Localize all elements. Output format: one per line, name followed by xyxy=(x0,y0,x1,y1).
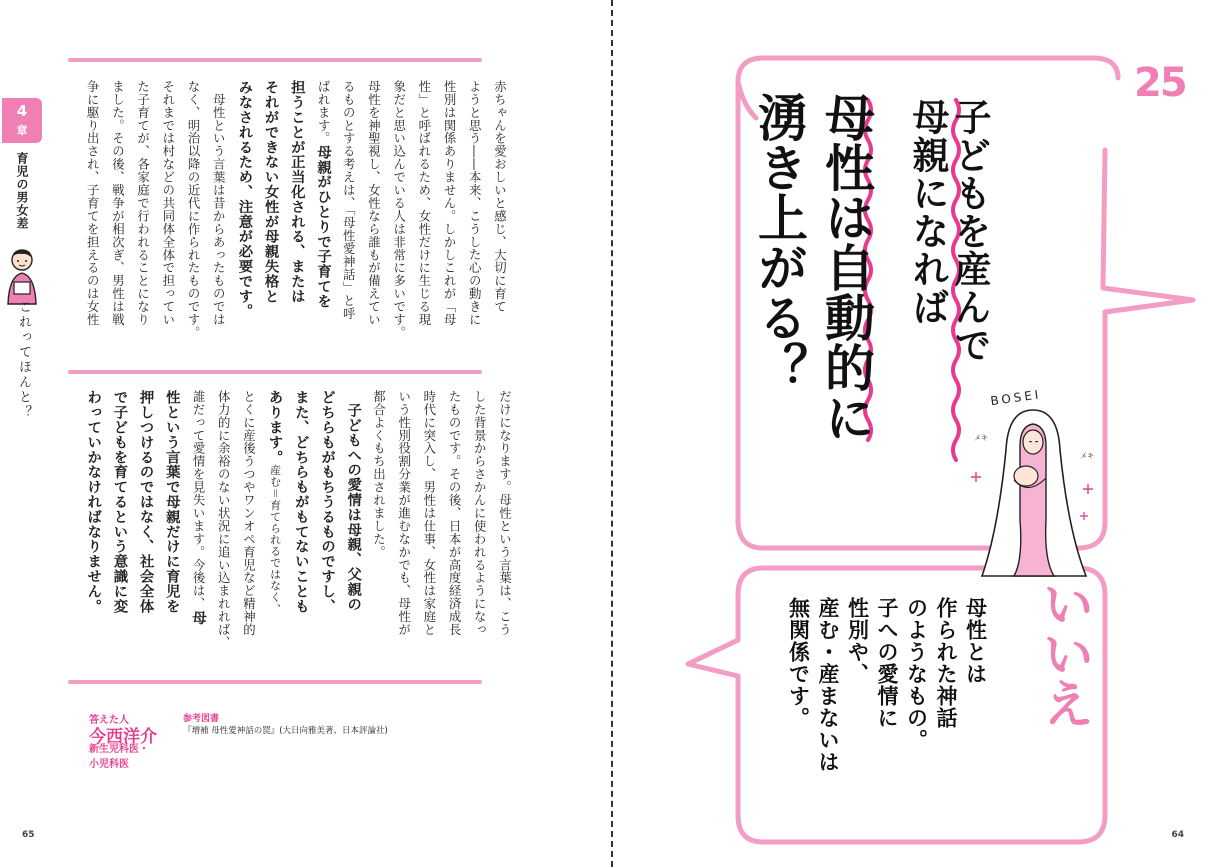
body-text: るものとする考えは、「母性愛神話」と呼 xyxy=(341,80,357,320)
body-emphasis: 母親がひとりで子育てを xyxy=(315,144,332,309)
body-emphasis: 押しつけるのではなく、社会全体 xyxy=(137,390,154,614)
body-text: 誰だって愛情を見失います。今後は、 xyxy=(191,390,207,611)
question-tag: これってほんと？ xyxy=(16,300,31,420)
body-text: 赤ちゃんを愛おしいと感じ、大切に育て xyxy=(492,80,508,314)
body-line xyxy=(106,390,132,649)
body-line xyxy=(181,80,206,339)
body-line xyxy=(314,390,340,649)
body-text: 性別は関係ありません。しかしこれが「母 xyxy=(442,80,458,327)
body-emphasis: また、どちらもがもてないことも xyxy=(292,390,309,614)
body-text: 争に駆り出され、子育てを担えるのは女性 xyxy=(85,80,101,327)
body-line xyxy=(487,80,512,339)
chapter-tab xyxy=(2,98,42,143)
title-line: 母親になれば xyxy=(906,98,949,326)
body-text-upper xyxy=(80,80,512,339)
body-line xyxy=(156,80,181,339)
body-line xyxy=(361,80,386,339)
body-line xyxy=(261,390,287,649)
body-text: なく、明治以降の近代に作られたものです。 xyxy=(186,80,202,339)
body-text: 体力的に余裕のない状況に追い込まれれば、 xyxy=(216,390,232,649)
left-page xyxy=(0,0,611,867)
body-text: 母性という言葉は昔からあったものでは xyxy=(211,80,227,327)
body-text: たものです。その後、日本が高度経済成長 xyxy=(447,390,463,637)
body-emphasis: わっていかなければなりません。 xyxy=(85,390,102,614)
body-line xyxy=(257,80,283,339)
body-emphasis: 担うことが正当化される、または xyxy=(288,80,305,304)
reference-label: 参考図書 xyxy=(183,714,220,724)
middle-rule xyxy=(68,370,482,374)
mascot-avatar-icon xyxy=(4,248,40,306)
chapter-label: 章 xyxy=(16,124,28,137)
answerer-role xyxy=(68,742,168,772)
body-line xyxy=(412,80,437,339)
body-text: した背景からさかんに使われるようになっ xyxy=(472,390,488,637)
answer-text xyxy=(783,597,990,773)
body-emphasis: あります。 xyxy=(266,390,283,465)
chapter-category: 育児の男女差 xyxy=(15,152,29,230)
body-line xyxy=(231,80,257,339)
body-line xyxy=(159,390,185,649)
body-line xyxy=(211,390,236,649)
answer-line: 母性とは xyxy=(963,597,988,685)
body-line xyxy=(130,80,155,339)
answer-line: のようなもの。 xyxy=(904,597,929,751)
body-line xyxy=(206,80,231,339)
answerer-name: 今西洋介 xyxy=(89,727,157,747)
body-text: 産む＝育てられるではなく、 xyxy=(268,464,282,615)
body-text: 性」と呼ばれるため、女性だけに生じる現 xyxy=(416,80,432,327)
body-text: ばれます。 xyxy=(316,80,332,145)
body-emphasis: 性という言葉で母親だけに育児を xyxy=(163,390,180,614)
top-rule xyxy=(68,58,482,62)
body-line xyxy=(391,390,416,649)
answer-line: 子への愛情に xyxy=(875,597,899,729)
body-line xyxy=(236,390,261,649)
right-page xyxy=(613,0,1224,867)
body-line xyxy=(417,390,442,649)
body-text: ました。その後、戦争が相次ぎ、男性は戦 xyxy=(110,80,126,327)
body-line xyxy=(437,80,462,339)
answerer-label: 答えた人 xyxy=(89,715,129,726)
svg-text:メキ: メキ xyxy=(974,434,988,442)
body-emphasis: 母 xyxy=(190,610,207,626)
answerer-role-line: 新生児科医・ xyxy=(89,744,149,755)
body-line xyxy=(132,390,158,649)
body-line xyxy=(310,80,336,339)
body-line xyxy=(442,390,467,649)
body-line xyxy=(467,390,492,649)
body-line xyxy=(284,80,310,339)
answer-line: 性別や、 xyxy=(845,597,870,685)
page-number-left: 65 xyxy=(22,830,35,840)
chapter-number: 4 xyxy=(16,102,28,120)
body-text xyxy=(346,390,361,403)
svg-text:メキ: メキ xyxy=(1080,452,1094,460)
body-text: 都合よくもち出されました。 xyxy=(371,390,387,559)
title-line: 湧き上がる？ xyxy=(750,92,808,392)
body-text: 象だと思い込んでいる人は非常に多いです。 xyxy=(391,80,407,339)
body-text-lower xyxy=(80,390,517,649)
question-number: 25 xyxy=(1134,60,1186,106)
reference-text: 『増補 母性愛神話の罠』(大日向雅美著、日本評論社) xyxy=(183,726,388,736)
body-text: た子育てが、各家庭で行われることになり xyxy=(135,80,151,327)
body-emphasis: で子どもを育てるという意識に変 xyxy=(111,390,128,614)
body-emphasis: それができない女性が母親失格と xyxy=(262,80,279,304)
body-text: ようと思う――本来、こうした心の動きに xyxy=(467,80,483,327)
body-line xyxy=(185,390,211,649)
answer-line: 産む・産まないは xyxy=(816,597,840,773)
answerer-role-line: 小児科医 xyxy=(89,759,129,770)
body-text: いう性別役割分業が進むなかでも、母性が xyxy=(396,390,412,637)
body-line xyxy=(105,80,130,339)
body-text: とくに産後うつやワンオペ育児など精神的 xyxy=(241,390,257,637)
answer-word: いいえ xyxy=(1033,577,1093,727)
title-line: 子どもを産んで xyxy=(948,98,991,364)
svg-text:BOSEI: BOSEI xyxy=(989,387,1043,409)
page-number-right: 64 xyxy=(1171,830,1184,840)
bottom-rule xyxy=(68,680,482,684)
madonna-illustration-icon xyxy=(968,380,1098,580)
body-line xyxy=(80,390,106,649)
body-line xyxy=(340,390,366,649)
body-line xyxy=(492,390,517,649)
body-text: それまでは村などの共同体全体で担ってい xyxy=(160,80,176,327)
answer-line: 無関係です。 xyxy=(786,597,811,729)
title-line: 母性は自動的に xyxy=(817,92,875,442)
body-line xyxy=(462,80,487,339)
answer-line: 作られた神話 xyxy=(934,597,958,729)
body-emphasis: みなされるため、注意が必要です。 xyxy=(236,80,253,319)
body-line xyxy=(288,390,314,649)
body-line xyxy=(366,390,391,649)
body-emphasis: どちらもがもちうるものですし、 xyxy=(319,390,336,614)
body-line xyxy=(336,80,361,339)
body-line xyxy=(386,80,411,339)
body-text: だけになります。母性という言葉は、こう xyxy=(497,390,513,637)
body-text: 母性を神聖視し、女性なら誰もが備えてい xyxy=(366,80,382,327)
body-text: 時代に突入し、男性は仕事、女性は家庭と xyxy=(421,390,437,637)
body-emphasis: 子どもへの愛情は母親、父親の xyxy=(345,402,362,612)
body-line xyxy=(80,80,105,339)
